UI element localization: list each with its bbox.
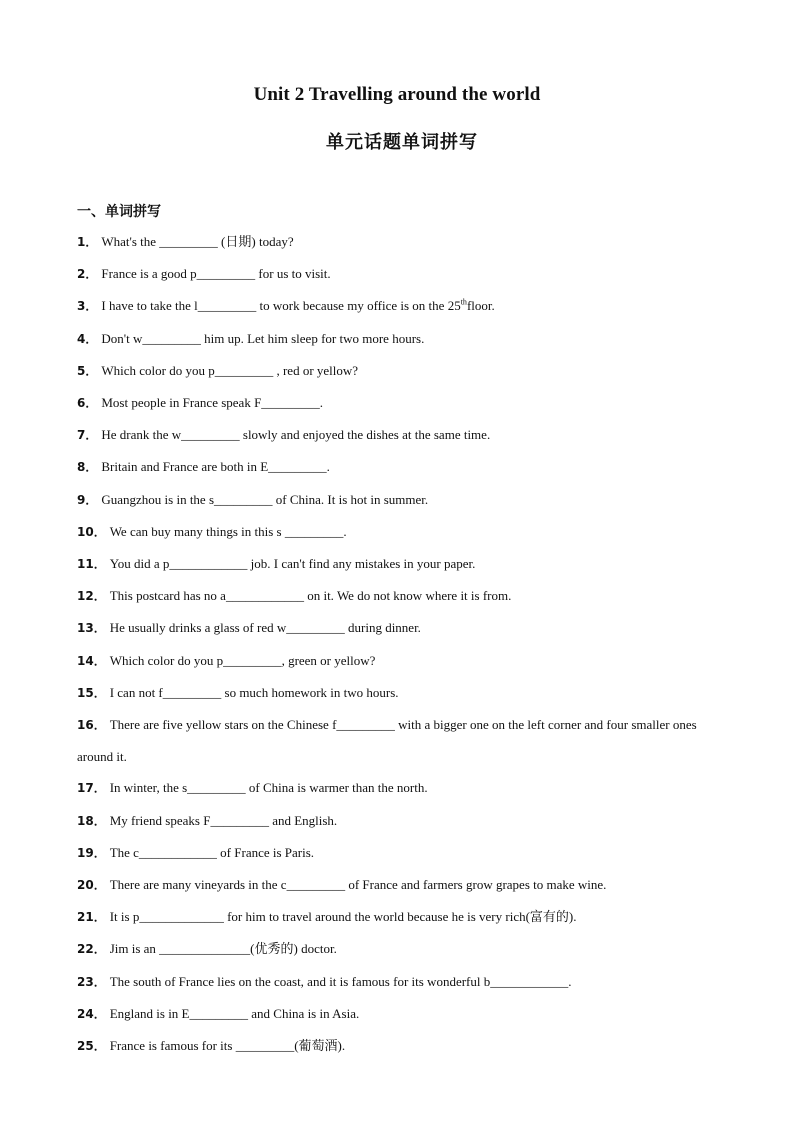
question-number: 23． xyxy=(77,974,106,989)
question-item xyxy=(77,805,709,837)
question-text: You did a p____________ job. I can't find any mistakes in your paper. xyxy=(109,556,476,572)
question-text: It is p_____________ for him to travel around the world because he is very rich(富有的). xyxy=(109,909,577,925)
question-number: 8． xyxy=(77,460,98,475)
question-number: 18． xyxy=(77,813,106,828)
question-number: 22． xyxy=(77,942,106,957)
question-text: Which color do you p_________, green or yellow? xyxy=(109,652,376,668)
question-item xyxy=(77,677,709,709)
question-text: We can buy many things in this s _________. xyxy=(109,523,347,539)
question-text: Most people in France speak F_________. xyxy=(101,395,324,411)
question-number: 24． xyxy=(77,1006,106,1021)
question-number: 2． xyxy=(77,267,98,282)
question-number: 4． xyxy=(77,331,98,346)
document-subtitle: 单元话题单词拼写 xyxy=(326,132,478,153)
question-text: My friend speaks F_________ and English. xyxy=(109,812,338,828)
question-text: He usually drinks a glass of red w_________ during dinner. xyxy=(109,620,421,636)
document-title: Unit 2 Travelling around the world xyxy=(253,84,541,105)
question-number: 17． xyxy=(77,781,106,796)
question-list xyxy=(77,226,709,1062)
question-text: There are many vineyards in the c_________ of France and farmers grow grapes to make wine. xyxy=(109,877,607,893)
question-number: 16． xyxy=(77,718,106,733)
question-text: The south of France lies on the coast, and it is famous for its wonderful b____________. xyxy=(109,973,572,989)
question-item xyxy=(77,419,709,451)
question-item xyxy=(77,709,709,772)
question-number: 14． xyxy=(77,653,106,668)
question-text: This postcard has no a____________ on it. We do not know where it is from. xyxy=(109,588,512,604)
question-number: 5． xyxy=(77,363,98,378)
question-text: He drank the w_________ slowly and enjoyed the dishes at the same time. xyxy=(101,427,491,443)
question-text: In winter, the s_________ of China is warmer than the north. xyxy=(109,780,428,796)
question-text: I have to take the l_________ to work because my office is on the 25 xyxy=(101,298,461,314)
question-text: I can not f_________ so much homework in two hours. xyxy=(109,684,399,700)
question-item xyxy=(77,516,709,548)
question-item xyxy=(77,323,709,355)
question-item xyxy=(77,226,709,258)
question-item xyxy=(77,772,709,804)
question-number: 9． xyxy=(77,492,98,507)
question-item xyxy=(77,998,709,1030)
question-text: Which color do you p_________ , red or yellow? xyxy=(101,362,359,378)
question-number: 3． xyxy=(77,299,98,314)
question-text: Jim is an ______________(优秀的) doctor. xyxy=(109,941,337,957)
question-item xyxy=(77,612,709,644)
question-item xyxy=(77,290,709,322)
question-text: England is in E_________ and China is in Asia. xyxy=(109,1005,360,1021)
question-number: 21． xyxy=(77,910,106,925)
question-text: The c____________ of France is Paris. xyxy=(109,844,315,860)
section-heading: 一、单词拼写 xyxy=(77,204,161,220)
question-number: 10． xyxy=(77,524,106,539)
question-number: 25． xyxy=(77,1039,106,1054)
question-item xyxy=(77,387,709,419)
question-number: 6． xyxy=(77,396,98,411)
question-item xyxy=(77,451,709,483)
question-text: France is a good p_________ for us to visit. xyxy=(101,266,331,282)
question-item xyxy=(77,484,709,516)
question-item xyxy=(77,869,709,901)
question-number: 13． xyxy=(77,621,106,636)
question-text: Britain and France are both in E_________. xyxy=(101,459,330,475)
question-item xyxy=(77,580,709,612)
question-number: 7． xyxy=(77,428,98,443)
question-item xyxy=(77,933,709,965)
question-number: 11． xyxy=(77,557,106,572)
question-number: 15． xyxy=(77,685,106,700)
question-item xyxy=(77,548,709,580)
question-number: 19． xyxy=(77,845,106,860)
question-text: What's the _________ (日期) today? xyxy=(101,234,294,249)
question-text: France is famous for its _________(葡萄酒). xyxy=(109,1038,346,1054)
question-item xyxy=(77,355,709,387)
question-text: Don't w_________ him up. Let him sleep for two more hours. xyxy=(101,330,425,346)
question-number: 20． xyxy=(77,878,106,893)
question-text-end: floor. xyxy=(466,298,495,314)
question-number: 12． xyxy=(77,589,106,604)
question-item xyxy=(77,901,709,933)
question-number: 1． xyxy=(77,235,98,249)
question-text: There are five yellow stars on the Chinese f_________ with a bigger one on the left corner and four smaller ones around it. xyxy=(77,717,697,765)
question-item xyxy=(77,645,709,677)
question-item xyxy=(77,1030,709,1062)
question-item xyxy=(77,837,709,869)
question-text: Guangzhou is in the s_________ of China. It is hot in summer. xyxy=(101,491,429,507)
question-item xyxy=(77,258,709,290)
question-item xyxy=(77,966,709,998)
ordinal-suffix: th xyxy=(460,298,467,308)
